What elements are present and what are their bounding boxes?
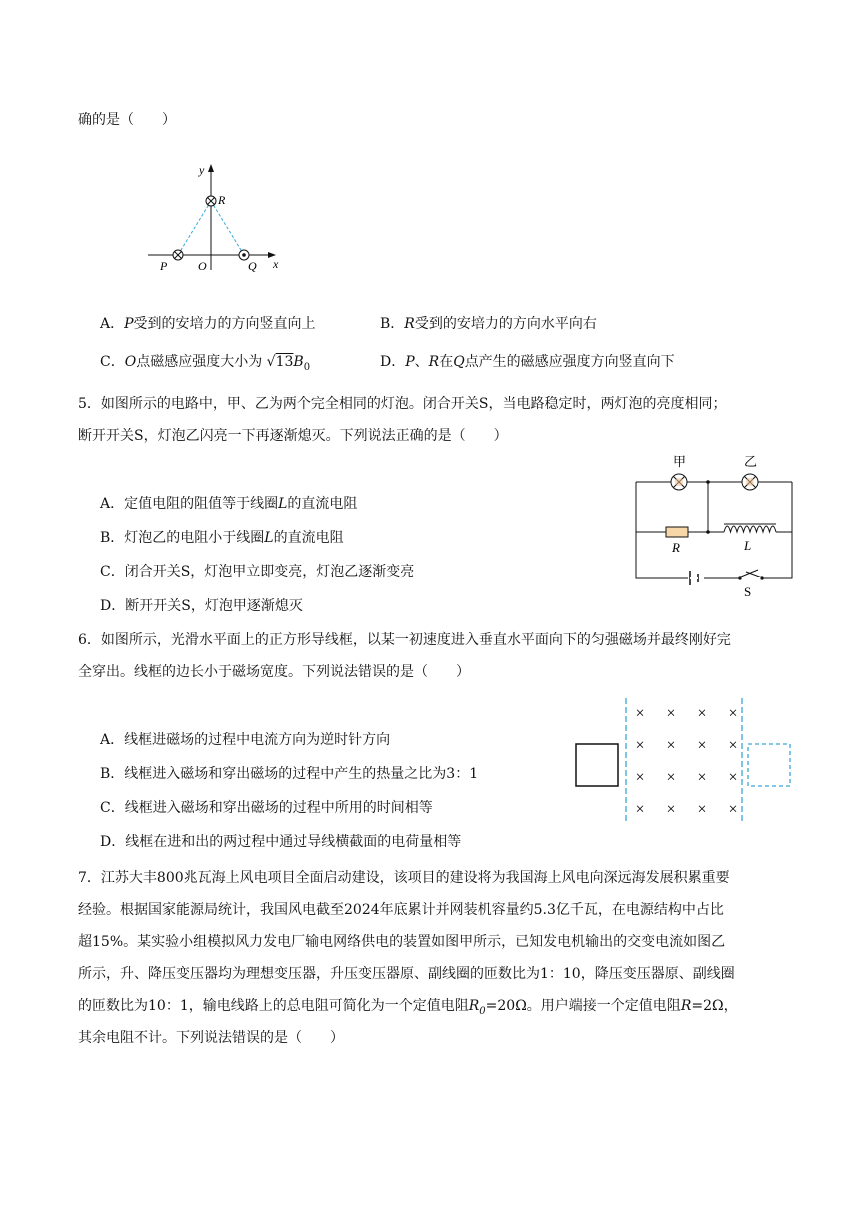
q7-stem-line2: 经验。根据国家能源局统计，我国风电截至2024年底累计并网装机容量约5.3亿千瓦，在电源结构中占比: [78, 902, 724, 918]
q5-option-b[interactable]: B．灯泡乙的电阻小于线圈L的直流电阻: [100, 530, 344, 546]
x-axis-label: x: [273, 257, 279, 271]
resistor-r: [666, 527, 688, 537]
label-r: R: [218, 193, 226, 207]
square-frame: [576, 744, 618, 786]
svg-text:×: ×: [666, 769, 676, 786]
svg-text:×: ×: [635, 705, 645, 722]
lamp-yi: [742, 474, 758, 490]
q6-option-b[interactable]: B．线框进入磁场和穿出磁场的过程中产生的热量之比为3：1: [100, 766, 479, 782]
svg-text:×: ×: [635, 801, 645, 818]
q7-stem-line5: 的匝数比为10：1，输电线路上的总电阻可简化为一个定值电阻$R_0=20\Omega$。用户端接一个定值电阻R=2Ω，: [78, 998, 738, 1017]
svg-text:×: ×: [635, 737, 645, 754]
svg-text:×: ×: [697, 769, 707, 786]
q6-stem-line2: 全穿出。线框的边长小于磁场宽度。下列说法错误的是（ ）: [78, 664, 470, 680]
q6-option-c[interactable]: C．线框进入磁场和穿出磁场的过程中所用的时间相等: [100, 800, 433, 816]
label-o: O: [198, 259, 207, 273]
y-axis-label: y: [199, 163, 205, 177]
svg-text:×: ×: [697, 737, 707, 754]
q4-figure: [140, 158, 290, 278]
svg-text:×: ×: [728, 769, 738, 786]
q7-stem-line6: 其余电阻不计。下列说法错误的是（ ）: [78, 1030, 344, 1046]
svg-text:×: ×: [728, 705, 738, 722]
svg-text:×: ×: [697, 801, 707, 818]
frame-exit-position: [748, 744, 790, 786]
q5-circuit-figure: [628, 452, 804, 600]
q5-option-c[interactable]: C．闭合开关S，灯泡甲立即变亮，灯泡乙逐渐变亮: [100, 564, 415, 580]
svg-text:×: ×: [666, 801, 676, 818]
svg-text:×: ×: [697, 705, 707, 722]
q4-option-d[interactable]: D．P、R在Q点产生的磁感应强度方向竖直向下: [380, 354, 675, 370]
q6-option-a[interactable]: A．线框进磁场的过程中电流方向为逆时针方向: [100, 732, 391, 748]
q5-option-d[interactable]: D．断开开关S，灯泡甲逐渐熄灭: [100, 598, 303, 614]
label-inductor: L: [744, 538, 752, 553]
svg-text:×: ×: [666, 737, 676, 754]
q5-option-a[interactable]: A．定值电阻的阻值等于线圈L的直流电阻: [100, 496, 358, 512]
svg-text:×: ×: [728, 737, 738, 754]
q6-option-d[interactable]: D．线框在进和出的两过程中通过导线横截面的电荷量相等: [100, 834, 462, 850]
label-yi: 乙: [744, 454, 758, 469]
field-crosses: [635, 705, 737, 818]
q7-stem-line4: 所示，升、降压变压器均为理想变压器，升压变压器原、副线圈的匝数比为1：10，降压变压器原、副线圈: [78, 966, 735, 982]
q4-option-a[interactable]: A．P受到的安培力的方向竖直向上: [100, 316, 316, 332]
q5-stem-line1: 5．如图所示的电路中，甲、乙为两个完全相同的灯泡。闭合开关S，当电路稳定时，两灯泡的亮度相同；: [78, 396, 727, 412]
q4-option-b[interactable]: B．R受到的安培力的方向水平向右: [380, 316, 597, 332]
q6-field-figure: [570, 696, 800, 826]
q7-stem-line3: 超15%。某实验小组模拟风力发电厂输电网络供电的装置如图甲所示，已知发电机输出的交变电流如图乙: [78, 934, 726, 950]
label-switch: S: [744, 584, 752, 599]
q5-stem-line2: 断开开关S，灯泡乙闪亮一下再逐渐熄灭。下列说法正确的是（ ）: [78, 428, 508, 444]
label-resistor: R: [672, 540, 680, 555]
svg-text:×: ×: [666, 705, 676, 722]
sqrt-expression: $√13B_0$: [266, 354, 311, 373]
q6-stem-line1: 6．如图所示，光滑水平面上的正方形导线框，以某一初速度进入垂直水平面向下的匀强磁场并最终刚好完: [78, 632, 731, 648]
q7-stem-line1: 7．江苏大丰800兆瓦海上风电项目全面启动建设，该项目的建设将为我国海上风电向深远海发展积累重要: [78, 870, 730, 886]
q4-stem-tail: 确的是（ ）: [78, 112, 176, 128]
svg-text:×: ×: [728, 801, 738, 818]
lamp-jia: [671, 474, 687, 490]
wire-r-into-page: [206, 196, 216, 206]
wire-p-into-page: [173, 250, 183, 260]
label-p: P: [160, 259, 168, 273]
inductor-l: [724, 522, 776, 533]
label-q: Q: [248, 259, 257, 273]
q4-option-c[interactable]: C．O点磁感应强度大小为 $√13B_0$: [100, 354, 311, 373]
svg-text:×: ×: [635, 769, 645, 786]
label-jia: 甲: [673, 454, 687, 469]
